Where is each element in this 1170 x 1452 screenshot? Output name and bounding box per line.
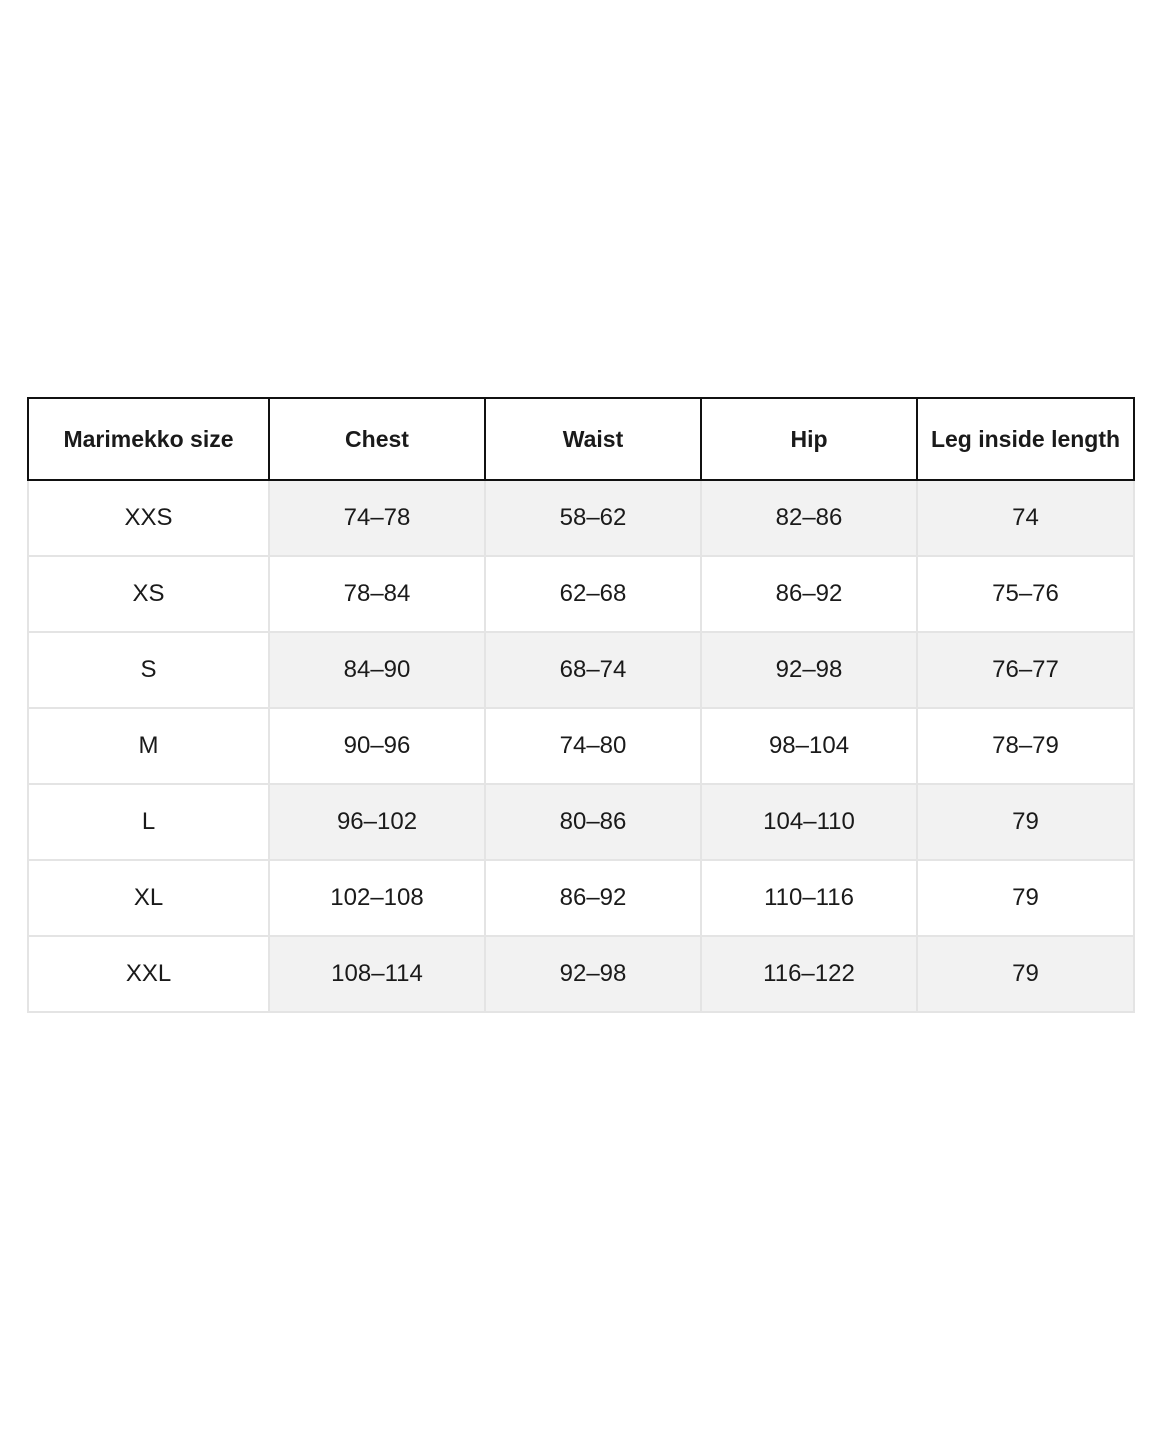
size-cell: L — [28, 784, 269, 860]
header-leg-inside-length: Leg inside length — [917, 398, 1134, 480]
table-row — [28, 784, 1134, 860]
hip-cell: 116–122 — [701, 936, 917, 1012]
chest-cell: 74–78 — [269, 480, 485, 556]
hip-cell: 92–98 — [701, 632, 917, 708]
size-cell: S — [28, 632, 269, 708]
chest-cell: 102–108 — [269, 860, 485, 936]
leg-length-cell: 75–76 — [917, 556, 1134, 632]
chest-cell: 108–114 — [269, 936, 485, 1012]
table-row — [28, 936, 1134, 1012]
header-chest: Chest — [269, 398, 485, 480]
table-row — [28, 480, 1134, 556]
hip-cell: 98–104 — [701, 708, 917, 784]
chest-cell: 78–84 — [269, 556, 485, 632]
size-chart-table — [27, 397, 1135, 1013]
table-row — [28, 632, 1134, 708]
hip-cell: 82–86 — [701, 480, 917, 556]
leg-length-cell: 79 — [917, 784, 1134, 860]
size-cell: XL — [28, 860, 269, 936]
chest-cell: 84–90 — [269, 632, 485, 708]
waist-cell: 58–62 — [485, 480, 701, 556]
waist-cell: 62–68 — [485, 556, 701, 632]
table-row — [28, 860, 1134, 936]
header-row — [28, 398, 1134, 480]
size-cell: XS — [28, 556, 269, 632]
waist-cell: 86–92 — [485, 860, 701, 936]
waist-cell: 68–74 — [485, 632, 701, 708]
hip-cell: 86–92 — [701, 556, 917, 632]
table-row — [28, 556, 1134, 632]
leg-length-cell: 76–77 — [917, 632, 1134, 708]
table-row — [28, 708, 1134, 784]
hip-cell: 110–116 — [701, 860, 917, 936]
size-cell: XXS — [28, 480, 269, 556]
size-cell: M — [28, 708, 269, 784]
leg-length-cell: 79 — [917, 860, 1134, 936]
size-cell: XXL — [28, 936, 269, 1012]
leg-length-cell: 79 — [917, 936, 1134, 1012]
leg-length-cell: 78–79 — [917, 708, 1134, 784]
waist-cell: 74–80 — [485, 708, 701, 784]
header-waist: Waist — [485, 398, 701, 480]
chest-cell: 96–102 — [269, 784, 485, 860]
waist-cell: 92–98 — [485, 936, 701, 1012]
leg-length-cell: 74 — [917, 480, 1134, 556]
chest-cell: 90–96 — [269, 708, 485, 784]
header-hip: Hip — [701, 398, 917, 480]
hip-cell: 104–110 — [701, 784, 917, 860]
waist-cell: 80–86 — [485, 784, 701, 860]
header-marimekko-size: Marimekko size — [28, 398, 269, 480]
